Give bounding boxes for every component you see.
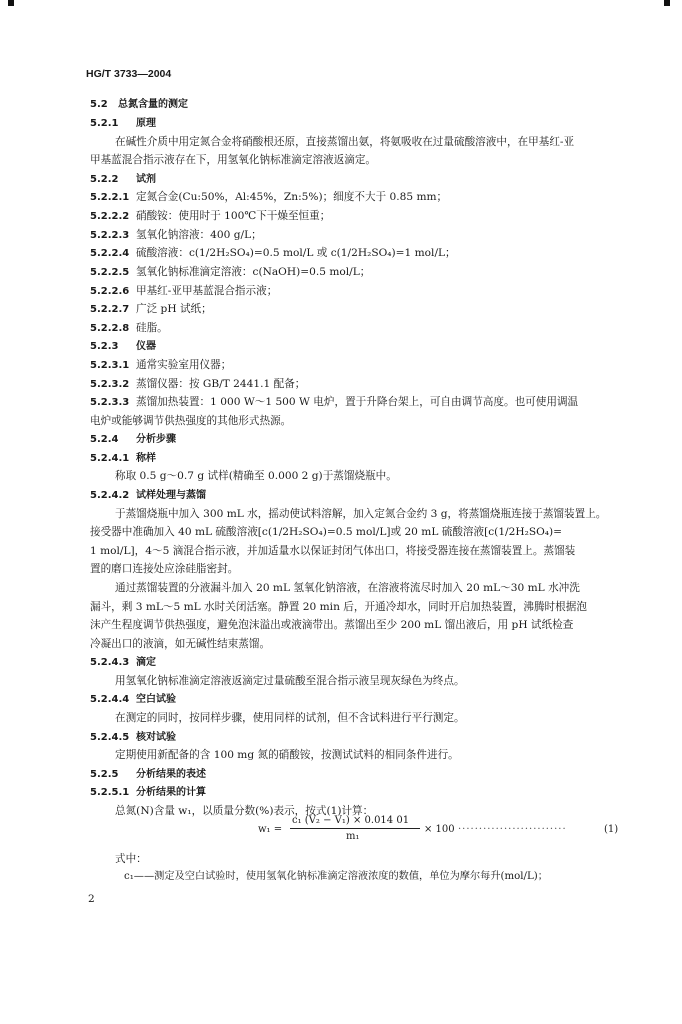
section-5-2-4-2 (90, 488, 206, 503)
formula-denominator: m₁ (346, 831, 360, 842)
item-number: 5.2.2.6 (90, 286, 130, 297)
formula-rhs: × 100 (424, 824, 455, 835)
paragraph-line: 电炉或能够调节供热强度的其他形式热源。 (90, 415, 292, 427)
section-title: 仪器 (136, 341, 156, 352)
paragraph-line: 沫产生程度调节供热强度，避免泡沫溢出或液滴带出。蒸馏出至少 200 mL 馏出液后，用 pH 试纸检查 (90, 619, 574, 631)
reagent-item (90, 302, 212, 317)
reagent-item (90, 209, 330, 224)
paragraph-line: 接受器中准确加入 40 mL 硫酸溶液[c(1/2H₂SO₄)=0.5 mol/L]或 20 mL 硫酸溶液[c(1/2H₂SO₄)= (90, 526, 563, 538)
instrument-item (90, 358, 231, 373)
section-5-2-4-4 (90, 692, 176, 707)
paragraph-line: 用氢氧化钠标准滴定溶液返滴定过量硫酸至混合指示液呈现灰绿色为终点。 (115, 675, 465, 687)
paragraph-line: 式中： (115, 853, 147, 865)
section-number: 5.2.1 (90, 118, 119, 129)
corner-mark-left (8, 0, 14, 6)
document-header: HG/T 3733—2004 (86, 68, 172, 80)
section-number: 5.2.4.4 (90, 694, 130, 705)
formula-label: (1) (604, 824, 619, 835)
page-number: 2 (88, 893, 95, 905)
definition-line: c₁——测定及空白试验时，使用氢氧化钠标准滴定溶液浓度的数值，单位为摩尔每升(mol/L)； (124, 871, 548, 882)
paragraph-line: 总氮(N)含量 w₁，以质量分数(%)表示，按式(1)计算： (115, 805, 374, 817)
paragraph-line: 冷凝出口的液滴，如无碱性结束蒸馏。 (90, 638, 271, 650)
item-number: 5.2.2.3 (90, 230, 130, 241)
paragraph-line: 于蒸馏烧瓶中加入 300 mL 水，摇动使试料溶解，加入定氮合金约 3 g，将蒸馏烧瓶连接于蒸馏装置上。 (115, 508, 607, 520)
section-number: 5.2.2 (90, 174, 119, 185)
item-text: 氢氧化钠溶液：400 g/L； (136, 229, 262, 241)
reagent-item (90, 190, 447, 205)
item-text: 定氮合金(Cu:50%，Al:45%，Zn:5%)；细度不大于 0.85 mm； (136, 191, 448, 203)
item-text: 硝酸铵：使用时于 100℃下干燥至恒重； (136, 210, 331, 222)
section-number: 5.2.4.3 (90, 657, 130, 668)
item-text: 广泛 pH 试纸； (136, 303, 212, 315)
section-5-2-5-1 (90, 785, 206, 800)
item-number: 5.2.2.1 (90, 192, 130, 203)
section-number: 5.2 (90, 99, 108, 110)
paragraph-line: 定期使用新配备的含 100 mg 氮的硝酸铵，按测试试料的相同条件进行。 (115, 749, 459, 761)
item-text: 硅脂。 (136, 322, 168, 334)
reagent-item (90, 284, 277, 299)
paragraph-line: 1 mol/L]，4～5 滴混合指示液，并加适量水以保证封闭气体出口，将接受器连接在蒸馏装置上。蒸馏装 (90, 545, 576, 557)
paragraph-line: 通过蒸馏装置的分液漏斗加入 20 mL 氢氧化钠溶液，在溶液将流尽时加入 20 mL～30 mL 水冲洗 (115, 582, 580, 594)
item-text: 氢氧化钠标准滴定溶液：c(NaOH)=0.5 mol/L； (136, 266, 371, 278)
paragraph-line: 置的磨口连接处应涂硅脂密封。 (90, 563, 239, 575)
item-number: 5.2.2.7 (90, 304, 130, 315)
item-number: 5.2.3.3 (90, 397, 130, 408)
paragraph-line: 甲基蓝混合指示液存在下，用氢氧化钠标准滴定溶液返滴定。 (90, 154, 377, 166)
instrument-item (90, 395, 578, 410)
paragraph-line: 称取 0.5 g～0.7 g 试样(精确至 0.000 2 g)于蒸馏烧瓶中。 (115, 470, 397, 482)
section-5-2-4-5 (90, 730, 176, 745)
formula-numerator: c₁ (V₂ − V₁) × 0.014 01 (292, 815, 410, 826)
fraction-bar (290, 828, 420, 829)
corner-mark-right (664, 0, 670, 6)
paragraph-line: 在测定的同时，按同样步骤，使用同样的试剂，但不含试料进行平行测定。 (115, 712, 465, 724)
item-text: 通常实验室用仪器； (136, 359, 232, 371)
item-text: 甲基红-亚甲基蓝混合指示液； (136, 285, 278, 297)
section-5-2-1 (90, 116, 156, 131)
section-5-2-5 (90, 767, 206, 782)
item-number: 5.2.2.2 (90, 211, 130, 222)
paragraph-line: 在碱性介质中用定氮合金将硝酸根还原，直接蒸馏出氨，将氨吸收在过量硫酸溶液中，在甲基红-亚 (115, 136, 575, 148)
section-number: 5.2.4.1 (90, 453, 130, 464)
item-text: 蒸馏加热装置：1 000 W～1 500 W 电炉，置于升降台架上，可自由调节高度。也可使用调温 (136, 396, 579, 408)
item-number: 5.2.2.4 (90, 248, 130, 259)
section-5-2-4-1 (90, 451, 156, 466)
leader-dots: ·························· (458, 824, 567, 835)
instrument-item (90, 377, 305, 392)
section-title: 空白试验 (136, 694, 176, 705)
reagent-item (90, 321, 168, 336)
section-5-2 (90, 97, 188, 112)
section-number: 5.2.3 (90, 341, 119, 352)
section-number: 5.2.4.2 (90, 490, 130, 501)
item-text: 蒸馏仪器：按 GB/T 2441.1 配备； (136, 378, 306, 390)
item-number: 5.2.3.1 (90, 360, 130, 371)
section-title: 分析结果的表述 (136, 769, 206, 780)
section-number: 5.2.5 (90, 769, 119, 780)
section-title: 称样 (136, 453, 156, 464)
section-title: 总氮含量的测定 (118, 99, 188, 110)
section-title: 原理 (136, 118, 156, 129)
reagent-item (90, 228, 262, 243)
section-title: 分析步骤 (136, 434, 176, 445)
reagent-item (90, 246, 456, 261)
section-number: 5.2.4 (90, 434, 119, 445)
reagent-item (90, 265, 370, 280)
section-title: 试剂 (136, 174, 156, 185)
section-title: 试样处理与蒸馏 (136, 490, 206, 501)
section-title: 分析结果的计算 (136, 787, 206, 798)
section-number: 5.2.5.1 (90, 787, 130, 798)
paragraph-line: 漏斗，剩 3 mL～5 mL 水时关闭活塞。静置 20 min 后，开通冷却水，同时开启加热装置，沸腾时根据泡 (90, 601, 587, 613)
item-number: 5.2.3.2 (90, 379, 130, 390)
section-number: 5.2.4.5 (90, 732, 130, 743)
formula-lhs: w₁ = (258, 824, 283, 835)
item-number: 5.2.2.5 (90, 267, 130, 278)
section-5-2-4-3 (90, 655, 156, 670)
section-title: 滴定 (136, 657, 156, 668)
section-5-2-2 (90, 172, 156, 187)
section-5-2-4 (90, 432, 176, 447)
item-text: 硫酸溶液：c(1/2H₂SO₄)=0.5 mol/L 或 c(1/2H₂SO₄)=1 mol/L； (136, 247, 456, 259)
item-number: 5.2.2.8 (90, 323, 130, 334)
section-title: 核对试验 (136, 732, 176, 743)
section-5-2-3 (90, 339, 156, 354)
